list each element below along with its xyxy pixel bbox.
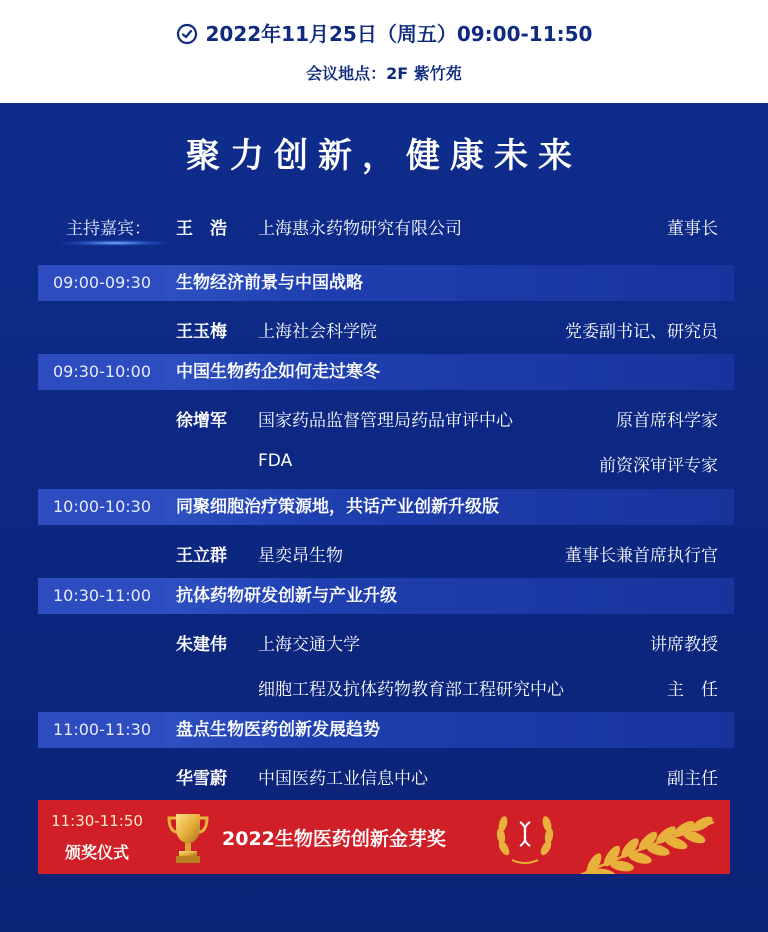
date-time: 2022年11月25日（周五）09:00-11:50 — [205, 22, 593, 46]
session-time: 10:30-11:00 — [38, 578, 166, 614]
speaker-org: 中国医药工业信息中心 — [258, 769, 428, 789]
laurel-emblem-icon — [492, 808, 558, 868]
speaker-role: 董事长兼首席执行官 — [565, 546, 718, 566]
speaker-role: 讲席教授 — [650, 635, 718, 655]
host-label: 主持嘉宾： — [66, 219, 151, 239]
speaker-org: 星奕昂生物 — [258, 546, 343, 566]
speaker-org: 细胞工程及抗体药物教育部工程研究中心 — [258, 680, 564, 700]
session-time: 11:00-11:30 — [38, 712, 166, 748]
award-label: 颁奖仪式 — [64, 843, 129, 862]
speaker-role: 前资深审评专家 — [599, 456, 718, 476]
host-name: 王 浩 — [176, 219, 227, 239]
host-role: 董事长 — [667, 219, 718, 239]
speaker-org: 上海交通大学 — [258, 635, 360, 655]
session-time: 09:30-10:00 — [38, 354, 166, 390]
session-topic: 抗体药物研发创新与产业升级 — [176, 586, 397, 606]
date-line — [0, 18, 768, 47]
session-bar — [38, 489, 734, 525]
page-title: 聚力创新，健康未来 — [186, 136, 582, 176]
session-time: 09:00-09:30 — [38, 265, 166, 301]
award-time: 11:30-11:50 — [51, 812, 143, 830]
speaker-org: 国家药品监督管理局药品审评中心 — [258, 411, 513, 431]
session-time: 10:00-10:30 — [38, 489, 166, 525]
wheat-decoration-icon — [564, 810, 730, 874]
award-name: 2022生物医药创新金芽奖 — [222, 828, 446, 850]
speaker-role: 党委副书记、研究员 — [565, 322, 718, 342]
session-topic: 同聚细胞治疗策源地，共话产业创新升级版 — [176, 497, 499, 517]
host-glow — [60, 240, 170, 246]
session-topic: 中国生物药企如何走过寒冬 — [176, 362, 380, 382]
trophy-icon — [166, 810, 210, 866]
speaker-role: 主 任 — [667, 680, 718, 700]
clock-icon — [176, 23, 198, 45]
speaker-name: 朱建伟 — [176, 635, 227, 655]
speaker-role: 副主任 — [667, 769, 718, 789]
speaker-role: 原首席科学家 — [616, 411, 718, 431]
session-topic: 生物经济前景与中国战略 — [176, 273, 363, 293]
speaker-name: 王立群 — [176, 546, 227, 566]
host-org: 上海惠永药物研究有限公司 — [258, 219, 462, 239]
session-bar — [38, 265, 734, 301]
session-bar — [38, 578, 734, 614]
award-banner — [38, 800, 730, 874]
speaker-org: 上海社会科学院 — [258, 322, 377, 342]
speaker-name: 王玉梅 — [176, 322, 227, 342]
session-bar — [38, 712, 734, 748]
location: 会议地点：2F 紫竹苑 — [306, 64, 462, 83]
speaker-name: 徐增军 — [176, 411, 227, 431]
speaker-name: 华雪蔚 — [176, 769, 227, 789]
session-topic: 盘点生物医药创新发展趋势 — [176, 720, 380, 740]
session-bar — [38, 354, 734, 390]
speaker-org: FDA — [258, 451, 293, 471]
header — [0, 0, 768, 103]
